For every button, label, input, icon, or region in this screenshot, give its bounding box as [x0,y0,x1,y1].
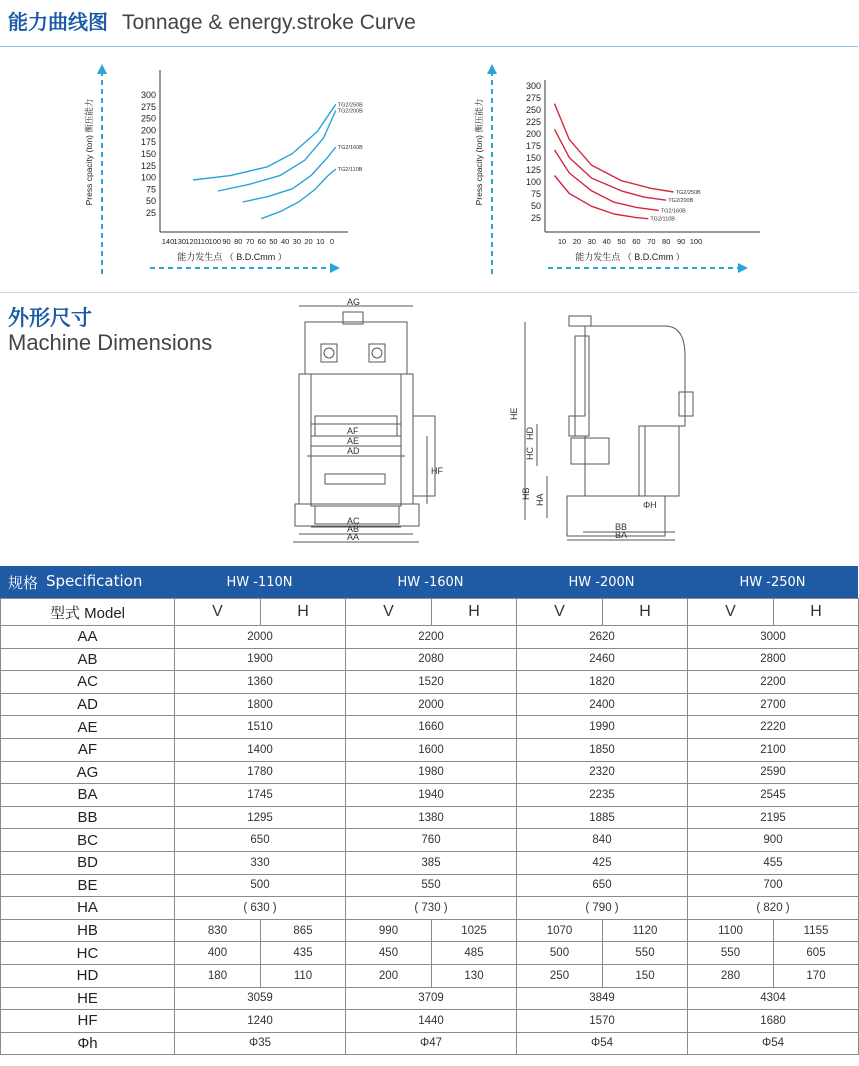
type-label: 型式 Model [1,599,175,626]
x-tick-label: 50 [617,237,626,246]
spec-value: 200 [346,964,432,987]
spec-value: 550 [688,942,774,965]
spec-value: 3059 [175,987,346,1010]
variant-v: V [175,599,261,626]
dim-label-hd: HD [525,427,535,440]
spec-value: 500 [517,942,603,965]
spec-key: AE [1,716,175,739]
y-tick-label: 275 [140,101,156,112]
spec-value: 2545 [688,784,859,807]
spec-value: 1100 [688,919,774,942]
spec-value: 330 [175,851,346,874]
spec-key: HB [1,919,175,942]
y-tick-label: 300 [140,90,156,100]
series-label: TG2/110B [650,216,675,223]
y-tick-label: 250 [525,105,541,115]
variant-h: H [432,599,517,626]
spec-value: 2620 [517,626,688,649]
spec-row [1,806,859,829]
x-tick-label: 50 [269,237,278,246]
spec-header-en: Specification [46,571,143,590]
dim-label-aa: AA [347,532,360,542]
x-tick-label: 120 [185,237,198,246]
spec-key: HC [1,942,175,965]
spec-value: 1360 [175,671,346,694]
spec-value: 700 [688,874,859,897]
spec-value: 485 [432,942,517,965]
spec-value: 2460 [517,648,688,671]
spec-value: ( 790 ) [517,897,688,920]
x-tick-label: 60 [257,237,266,246]
x-tick-label: 70 [245,237,255,246]
variant-v: V [688,599,774,626]
spec-value: 130 [432,964,517,987]
y-tick-label: 50 [145,196,156,207]
x-tick-label: 90 [222,237,231,246]
spec-value: 1120 [603,919,688,942]
x-tick-label: 20 [304,237,313,246]
series-label: TG2/250B [675,189,701,196]
spec-value: 150 [603,964,688,987]
dim-label-ae: AE [347,436,360,446]
dimension-title-en: Machine Dimensions [8,330,213,355]
spec-row [1,738,859,761]
dim-label-hc: HC [525,447,535,460]
x-tick-label: 80 [662,237,671,246]
spec-value: 180 [175,964,261,987]
spec-key: BC [1,829,175,852]
spec-value: 1600 [346,738,517,761]
spec-value: 550 [346,874,517,897]
spec-value: 650 [517,874,688,897]
spec-row [1,987,859,1010]
spec-key: BE [1,874,175,897]
y-tick-label: 200 [140,125,156,136]
spec-value: 1510 [175,716,346,739]
spec-row [1,919,859,942]
spec-value: 1520 [346,671,517,694]
spec-row [1,851,859,874]
spec-value: 2195 [688,806,859,829]
y-axis-label: Press cpacity (ton) 衡压能力 [84,98,94,206]
spec-row [1,874,859,897]
x-tick-label: 90 [676,237,686,246]
spec-value: ( 630 ) [175,897,346,920]
dim-label-hb: HB [521,487,531,500]
spec-value: 450 [346,942,432,965]
spec-value: 1900 [175,648,346,671]
spec-value: ( 820 ) [688,897,859,920]
spec-value: 550 [603,942,688,965]
variant-h: H [774,599,859,626]
spec-value: ( 730 ) [346,897,517,920]
spec-key: AA [1,626,175,649]
series-line [193,104,336,180]
spec-header-row [0,566,858,598]
dimension-section-header [8,306,212,356]
spec-value: Φ54 [517,1032,688,1055]
spec-value: 280 [688,964,774,987]
spec-value: 250 [517,964,603,987]
dim-label-ab: AB [347,524,360,534]
x-tick-label: 0 [329,237,335,246]
series-label: TG2/160B [660,208,686,215]
dim-label-ha: HA [535,493,545,506]
x-axis-label: 能力发生点 （ B.D.Cmm ） [575,252,685,262]
spec-value: 990 [346,919,432,942]
specification-table [0,566,858,1055]
dim-label-ag: AG [347,297,361,307]
y-tick-label: 175 [525,141,541,151]
spec-value: 455 [688,851,859,874]
spec-key: AD [1,693,175,716]
spec-key: HD [1,964,175,987]
variant-v: V [517,599,603,626]
y-tick-label: 150 [140,149,156,159]
spec-row [1,716,859,739]
x-axis-label: 能力发生点 （ B.D.Cmm ） [177,252,287,262]
series-line [555,104,674,192]
x-tick-label: 20 [572,237,582,246]
dim-label-ad: AD [347,446,360,456]
x-tick-label: 70 [647,237,656,246]
section-divider [0,46,858,47]
spec-row [1,648,859,671]
series-line [555,129,667,200]
spec-value: 1980 [346,761,517,784]
spec-value: Φ54 [688,1032,859,1055]
y-tick-label: 150 [525,153,541,163]
y-tick-label: 25 [530,213,541,223]
spec-row [1,761,859,784]
spec-key: AG [1,761,175,784]
spec-value: 1680 [688,1010,859,1033]
spec-value: 1800 [175,693,346,716]
spec-value: 1155 [774,919,859,942]
y-tick-label: 100 [525,177,541,187]
y-tick-label: 50 [530,201,541,211]
series-label: TG2/250B [337,102,363,109]
spec-value: Φ47 [346,1032,517,1055]
spec-value: 2000 [346,693,517,716]
spec-row [1,626,859,649]
spec-value: 900 [688,829,859,852]
y-axis-arrowhead [97,64,107,74]
y-tick-label: 125 [140,160,156,171]
dimension-title-zh: 外形尺寸 [8,306,92,330]
spec-value: 1660 [346,716,517,739]
spec-value: 840 [517,829,688,852]
x-tick-label: 30 [292,237,302,246]
y-tick-label: 25 [145,208,156,218]
x-tick-label: 140 [161,237,175,246]
spec-row [1,897,859,920]
model-header: HW -160N [397,574,464,590]
spec-key: HF [1,1010,175,1033]
spec-value: 1025 [432,919,517,942]
dim-label-he: HE [509,407,519,420]
variant-h: H [603,599,688,626]
spec-value: 2000 [175,626,346,649]
x-tick-label: 30 [587,237,596,246]
x-axis-arrowhead [330,263,340,273]
dim-label-ac: AC [347,516,360,526]
spec-value: Φ35 [175,1032,346,1055]
spec-row [1,942,859,965]
spec-value: 1380 [346,806,517,829]
x-tick-label: 100 [208,237,222,246]
spec-key: AF [1,738,175,761]
y-tick-label: 75 [145,184,156,195]
dim-label-ba: BA [615,530,628,540]
model-header: HW -110N [226,574,293,590]
spec-key: Φh [1,1032,175,1055]
y-axis-arrowhead [487,64,497,74]
series-label: TG2/160B [337,145,363,151]
spec-key: BD [1,851,175,874]
spec-value: 2200 [688,671,859,694]
spec-key: BA [1,784,175,807]
y-tick-label: 200 [525,129,541,139]
x-axis-arrowhead [738,263,748,273]
spec-row [1,829,859,852]
section-divider [0,292,858,293]
curve-title-zh: 能力曲线图 [8,10,108,34]
variant-v: V [346,599,432,626]
x-tick-label: 110 [197,237,210,246]
y-tick-label: 75 [530,189,541,199]
spec-row [1,1010,859,1033]
spec-key: AB [1,648,175,671]
spec-value: 3000 [688,626,859,649]
model-header: HW -250N [739,574,806,590]
series-label: TG2/110B [337,167,363,173]
spec-value: 2200 [346,626,517,649]
y-tick-label: 275 [525,93,541,103]
spec-value: 400 [175,942,261,965]
spec-header-zh: 规格 [8,573,39,592]
spec-value: 1570 [517,1010,688,1033]
y-tick-label: 100 [140,172,156,183]
spec-value: 1990 [517,716,688,739]
series-label: TG2/200B [668,198,694,205]
series-label: TG2/200B [337,108,363,115]
y-tick-label: 175 [140,137,156,148]
spec-value: 500 [175,874,346,897]
x-tick-label: 40 [602,237,611,246]
spec-value: 650 [175,829,346,852]
spec-value: 4304 [688,987,859,1010]
spec-key: HE [1,987,175,1010]
spec-value: 1780 [175,761,346,784]
curve-section-header [8,6,416,38]
spec-row [1,693,859,716]
spec-value: 425 [517,851,688,874]
spec-value: 2590 [688,761,859,784]
series-line [218,111,336,192]
spec-value: 1820 [517,671,688,694]
spec-table-body [0,598,859,1055]
spec-value: 2700 [688,693,859,716]
spec-value: 1240 [175,1010,346,1033]
spec-value: 865 [261,919,346,942]
spec-value: 2235 [517,784,688,807]
spec-value: 2100 [688,738,859,761]
dim-label-phi-h: ΦH [643,500,657,510]
side-view-labels [509,407,657,540]
y-tick-label: 125 [525,165,541,175]
model-type-row [1,599,859,626]
dim-label-bb: BB [615,522,628,532]
tonnage-chart-right [470,52,760,280]
spec-value: 1940 [346,784,517,807]
spec-value: 2080 [346,648,517,671]
x-tick-label: 130 [173,237,186,246]
spec-value: 2800 [688,648,859,671]
spec-value: 1400 [175,738,346,761]
variant-h: H [261,599,346,626]
x-tick-label: 60 [632,237,641,246]
dim-label-hf: HF [431,466,443,476]
tonnage-chart-left [80,52,363,280]
spec-value: 1745 [175,784,346,807]
spec-row [1,964,859,987]
side-view-drawing [525,316,693,540]
spec-row [1,784,859,807]
spec-value: 605 [774,942,859,965]
spec-value: 170 [774,964,859,987]
spec-value: 1850 [517,738,688,761]
y-tick-label: 250 [140,113,156,124]
x-tick-label: 40 [280,237,290,246]
curve-title-en: Tonnage & energy.stroke Curve [122,11,416,34]
spec-value: 3849 [517,987,688,1010]
spec-header-label [0,572,174,593]
model-header: HW -200N [568,574,635,590]
series-line [261,169,336,219]
spec-value: 435 [261,942,346,965]
spec-value: 110 [261,964,346,987]
x-tick-label: 80 [234,237,243,246]
spec-value: 830 [175,919,261,942]
spec-value: 1440 [346,1010,517,1033]
spec-key: HA [1,897,175,920]
dim-label-af: AF [347,426,359,436]
front-view-drawing [293,306,435,542]
spec-value: 1885 [517,806,688,829]
x-tick-label: 10 [316,237,325,246]
spec-value: 1295 [175,806,346,829]
spec-value: 2320 [517,761,688,784]
spec-value: 385 [346,851,517,874]
spec-row [1,671,859,694]
y-tick-label: 300 [525,81,541,91]
spec-value: 1070 [517,919,603,942]
spec-value: 2400 [517,693,688,716]
spec-key: BB [1,806,175,829]
y-tick-label: 225 [525,117,541,127]
machine-drawings [285,296,725,550]
y-axis-label: Press cpacity (ton) 衡压能力 [474,98,484,206]
x-tick-label: 100 [689,237,703,246]
spec-value: 2220 [688,716,859,739]
spec-key: AC [1,671,175,694]
spec-row [1,1032,859,1055]
spec-value: 3709 [346,987,517,1010]
spec-value: 760 [346,829,517,852]
front-view-labels [347,297,443,542]
x-tick-label: 10 [557,237,567,246]
